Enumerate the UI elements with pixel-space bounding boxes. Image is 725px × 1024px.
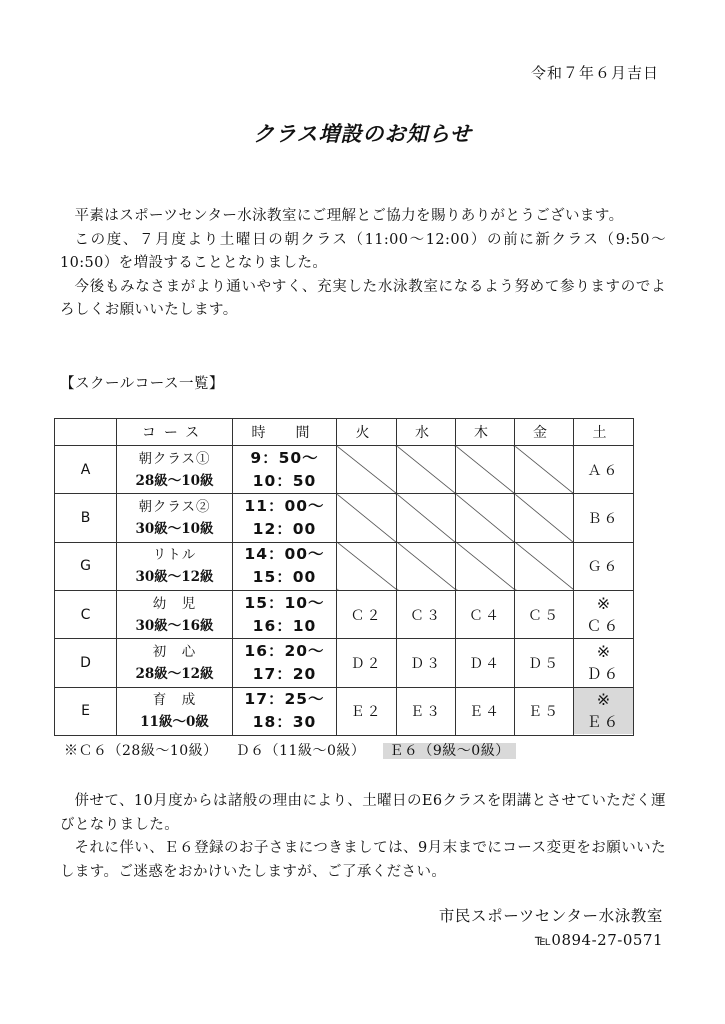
closing-paragraph: それに伴い、Ｅ６登録のお子さまにつきましては、9月末までにコース変更をお願いいたします。ご迷惑をおかけいたしますが、ご了承ください。 xyxy=(60,840,666,880)
no-class-cell xyxy=(515,542,574,590)
organization-name: 市民スポーツセンター水泳教室 xyxy=(438,907,663,925)
no-class-cell xyxy=(515,446,574,494)
friday-cell: Ｃ５ xyxy=(515,590,574,638)
time-end: 17：20 xyxy=(252,664,317,683)
no-class-cell xyxy=(515,494,574,542)
saturday-grade-note xyxy=(64,740,516,760)
time-end: 16：10 xyxy=(252,616,317,635)
note-c6: ※Ｃ６（28級～10級） xyxy=(64,743,218,759)
class-letter: E xyxy=(55,687,117,735)
time-end: 15：00 xyxy=(252,568,317,587)
course-name: 朝クラス② xyxy=(138,498,211,515)
course-grade: 30級～16級 xyxy=(135,617,214,634)
saturday-cell: Ｇ６ xyxy=(574,542,634,590)
course-cell xyxy=(117,542,233,590)
time-end: 12：00 xyxy=(252,519,317,538)
tuesday-cell: Ｄ２ xyxy=(337,639,397,687)
course-name: 育 成 xyxy=(152,692,197,709)
class-letter: B xyxy=(55,494,117,542)
course-table xyxy=(54,418,634,736)
saturday-cell: Ａ６ xyxy=(574,446,634,494)
saturday-mark: ※ xyxy=(596,593,611,613)
no-class-cell xyxy=(456,494,515,542)
time-cell xyxy=(233,590,337,638)
thursday-cell: Ｄ４ xyxy=(456,639,515,687)
time-cell xyxy=(233,687,337,735)
saturday-mark: ※ xyxy=(596,641,611,661)
intro-paragraph: 平素はスポーツセンター水泳教室にご理解とご協力を賜りありがとうございます。 xyxy=(74,208,624,224)
friday-cell: Ｅ５ xyxy=(515,687,574,735)
time-start: 9：50～ xyxy=(250,448,319,467)
course-cell xyxy=(117,687,233,735)
wednesday-cell: Ｅ３ xyxy=(397,687,456,735)
thursday-cell: Ｃ４ xyxy=(456,590,515,638)
issue-date: 令和７年６月吉日 xyxy=(530,64,659,82)
table-row xyxy=(55,639,634,687)
class-letter: G xyxy=(55,542,117,590)
time-cell xyxy=(233,542,337,590)
time-cell xyxy=(233,446,337,494)
intro-paragraph: この度、７月度より土曜日の朝クラス（11:00～12:00）の前に新クラス（9:50～10:50）を増設することとなりました。 xyxy=(60,231,666,271)
course-cell xyxy=(117,446,233,494)
tuesday-cell: Ｃ２ xyxy=(337,590,397,638)
header-cell: 水 xyxy=(397,419,456,446)
wednesday-cell: Ｄ３ xyxy=(397,639,456,687)
no-class-cell xyxy=(337,494,397,542)
course-grade: 28級～10級 xyxy=(135,472,214,489)
time-cell xyxy=(233,639,337,687)
no-class-cell xyxy=(337,446,397,494)
no-class-cell xyxy=(456,542,515,590)
time-start: 17：25～ xyxy=(244,690,325,709)
friday-cell: Ｄ５ xyxy=(515,639,574,687)
course-grade: 28級～12級 xyxy=(135,665,214,682)
table-row xyxy=(55,542,634,590)
header-cell xyxy=(55,419,117,446)
header-cell: 金 xyxy=(515,419,574,446)
no-class-cell xyxy=(397,542,456,590)
table-row xyxy=(55,687,634,735)
header-cell: 土 xyxy=(574,419,634,446)
header-cell: 木 xyxy=(456,419,515,446)
header-cell: 火 xyxy=(337,419,397,446)
course-name: リトル xyxy=(152,547,197,564)
table-header-row xyxy=(55,419,634,446)
course-list-heading: 【スクールコース一覧】 xyxy=(60,376,224,392)
class-letter: D xyxy=(55,639,117,687)
time-end: 10：50 xyxy=(252,471,317,490)
note-e6: Ｅ６（9級～0級） xyxy=(383,743,515,759)
course-grade: 30級～10級 xyxy=(135,520,214,537)
no-class-cell xyxy=(397,494,456,542)
time-start: 11：00～ xyxy=(244,496,325,515)
no-class-cell xyxy=(397,446,456,494)
course-grade: 30級～12級 xyxy=(135,569,214,586)
header-cell: 時 間 xyxy=(233,419,337,446)
closing-paragraph: 併せて、10月度からは諸般の理由により、土曜日のE6クラスを閉講とさせていただく運びとなりました。 xyxy=(60,793,666,833)
saturday-class: Ｄ６ xyxy=(586,664,621,683)
time-end: 18：30 xyxy=(252,713,317,732)
intro-section xyxy=(60,205,666,323)
course-name: 初 心 xyxy=(152,643,197,660)
saturday-mark: ※ xyxy=(574,688,633,711)
time-start: 14：00～ xyxy=(244,545,325,564)
course-cell xyxy=(117,494,233,542)
table-row xyxy=(55,494,634,542)
course-grade: 11級～0級 xyxy=(140,714,209,731)
class-letter: A xyxy=(55,446,117,494)
course-cell xyxy=(117,639,233,687)
time-cell xyxy=(233,494,337,542)
class-letter: C xyxy=(55,590,117,638)
telephone-number: ℡0894-27-0571 xyxy=(534,931,663,949)
saturday-cell xyxy=(574,687,634,735)
intro-paragraph: 今後もみなさまがより通いやすく、充実した水泳教室になるよう努めて参りますのでよろしくお願いいたします。 xyxy=(60,278,666,318)
table-row xyxy=(55,446,634,494)
course-cell xyxy=(117,590,233,638)
time-start: 15：10～ xyxy=(244,593,325,612)
tuesday-cell: Ｅ２ xyxy=(337,687,397,735)
table-row xyxy=(55,590,634,638)
time-start: 16：20～ xyxy=(244,641,325,660)
no-class-cell xyxy=(337,542,397,590)
note-d6: Ｄ６（11級～0級） xyxy=(235,743,366,759)
saturday-cell: Ｂ６ xyxy=(574,494,634,542)
saturday-cell xyxy=(574,639,634,687)
header-cell: コース xyxy=(117,419,233,446)
saturday-class: Ｅ６ xyxy=(574,711,633,734)
closing-section xyxy=(60,790,666,884)
saturday-class: Ｃ６ xyxy=(586,616,621,635)
notice-title: クラス増設のお知らせ xyxy=(253,121,472,146)
course-name: 幼 児 xyxy=(152,595,197,612)
thursday-cell: Ｅ４ xyxy=(456,687,515,735)
wednesday-cell: Ｃ３ xyxy=(397,590,456,638)
saturday-cell xyxy=(574,590,634,638)
no-class-cell xyxy=(456,446,515,494)
course-name: 朝クラス① xyxy=(138,450,211,467)
